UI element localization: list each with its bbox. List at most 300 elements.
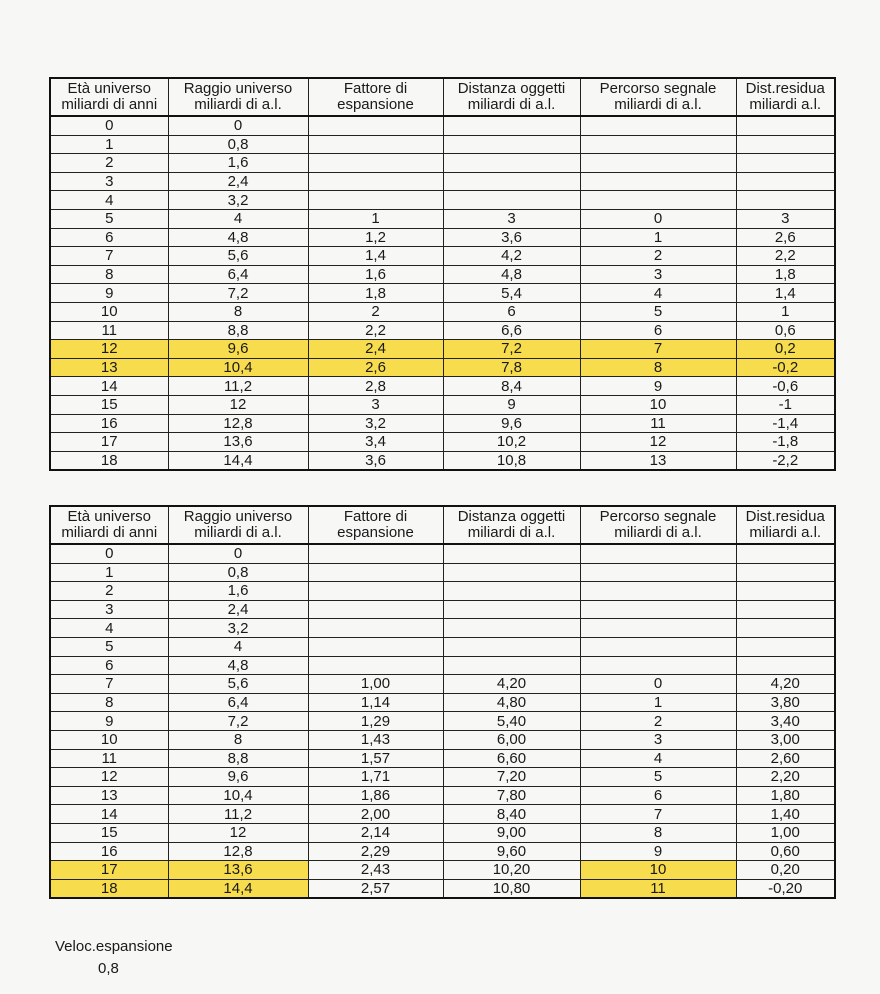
signal-path-cell: 9 [580, 377, 736, 396]
signal-path-cell: 7 [580, 340, 736, 359]
signal-path-header [580, 78, 736, 116]
object-distance-cell: 9,00 [443, 823, 580, 842]
radius-cell: 8,8 [168, 321, 308, 340]
radius-cell: 12 [168, 823, 308, 842]
signal-path-cell: 1 [580, 693, 736, 712]
object-distance-cell: 4,2 [443, 247, 580, 266]
table-row [50, 563, 835, 582]
table-row [50, 582, 835, 601]
signal-path-cell [580, 582, 736, 601]
table-row [50, 656, 835, 675]
header-line: Distanza oggetti [457, 508, 566, 525]
residual-distance-cell: 4,20 [736, 675, 835, 694]
header-line: miliardi di a.l. [467, 524, 556, 541]
age-cell: 5 [50, 209, 168, 228]
expansion-factor-cell [308, 656, 443, 675]
expansion-factor-cell [308, 544, 443, 563]
signal-path-cell [580, 563, 736, 582]
object-distance-cell: 6 [443, 302, 580, 321]
age-cell: 0 [50, 544, 168, 563]
expansion-factor-cell: 3,2 [308, 414, 443, 433]
header-line: Fattore di [343, 80, 408, 97]
expansion-factor-cell: 3,4 [308, 433, 443, 452]
radius-cell: 4,8 [168, 656, 308, 675]
radius-cell: 9,6 [168, 340, 308, 359]
expansion-factor-cell [308, 154, 443, 173]
residual-distance-cell [736, 116, 835, 135]
header-line: miliardi a.l. [749, 524, 822, 541]
radius-cell: 3,2 [168, 191, 308, 210]
age-cell: 17 [50, 433, 168, 452]
residual-distance-cell [736, 135, 835, 154]
signal-path-cell: 1 [580, 228, 736, 247]
residual-distance-cell: 0,6 [736, 321, 835, 340]
age-cell: 16 [50, 414, 168, 433]
signal-path-cell [580, 116, 736, 135]
expansion-factor-cell: 2,00 [308, 805, 443, 824]
age-cell: 11 [50, 321, 168, 340]
age-header [50, 506, 168, 544]
object-distance-cell [443, 154, 580, 173]
header-line: Percorso segnale [599, 508, 717, 525]
table-row [50, 433, 835, 452]
object-distance-cell [443, 582, 580, 601]
object-distance-cell: 7,2 [443, 340, 580, 359]
table-row [50, 191, 835, 210]
radius-cell: 11,2 [168, 377, 308, 396]
radius-cell: 1,6 [168, 582, 308, 601]
object-distance-cell: 10,2 [443, 433, 580, 452]
object-distance-cell [443, 637, 580, 656]
table-row [50, 451, 835, 470]
signal-path-cell: 4 [580, 749, 736, 768]
signal-path-cell: 6 [580, 321, 736, 340]
radius-cell: 9,6 [168, 768, 308, 787]
age-cell: 2 [50, 154, 168, 173]
signal-path-cell: 0 [580, 675, 736, 694]
age-cell: 13 [50, 786, 168, 805]
residual-distance-cell [736, 600, 835, 619]
object-distance-header [443, 78, 580, 116]
expansion-factor-cell: 1,14 [308, 693, 443, 712]
table-row [50, 340, 835, 359]
age-cell: 10 [50, 730, 168, 749]
signal-path-cell [580, 544, 736, 563]
age-cell: 15 [50, 395, 168, 414]
residual-distance-cell: 3,00 [736, 730, 835, 749]
signal-path-cell: 12 [580, 433, 736, 452]
radius-cell: 0,8 [168, 135, 308, 154]
radius-cell: 12,8 [168, 414, 308, 433]
object-distance-cell: 4,80 [443, 693, 580, 712]
object-distance-cell: 9,60 [443, 842, 580, 861]
radius-cell: 3,2 [168, 619, 308, 638]
expansion-factor-cell: 2 [308, 302, 443, 321]
age-cell: 14 [50, 377, 168, 396]
residual-distance-cell: 2,20 [736, 768, 835, 787]
residual-distance-cell: -0,2 [736, 358, 835, 377]
residual-distance-cell: -0,20 [736, 879, 835, 898]
residual-distance-cell [736, 172, 835, 191]
age-cell: 7 [50, 247, 168, 266]
header-line: Età universo [67, 508, 151, 525]
radius-cell: 4,8 [168, 228, 308, 247]
expansion-factor-cell: 1,2 [308, 228, 443, 247]
signal-path-cell: 5 [580, 302, 736, 321]
age-cell: 17 [50, 861, 168, 880]
expansion-factor-cell: 1,29 [308, 712, 443, 731]
header-row [50, 78, 835, 116]
age-cell: 12 [50, 768, 168, 787]
expansion-speed-note [55, 936, 173, 980]
header-line: Dist.residua [745, 508, 825, 525]
residual-distance-cell: 1 [736, 302, 835, 321]
residual-distance-cell: 3,40 [736, 712, 835, 731]
header-line: miliardi di a.l. [467, 96, 556, 113]
expansion-factor-cell: 1,57 [308, 749, 443, 768]
table-row [50, 209, 835, 228]
age-cell: 18 [50, 451, 168, 470]
radius-cell: 2,4 [168, 172, 308, 191]
table-row [50, 116, 835, 135]
object-distance-cell: 8,40 [443, 805, 580, 824]
signal-path-cell: 0 [580, 209, 736, 228]
expansion-factor-cell: 1,86 [308, 786, 443, 805]
age-cell: 9 [50, 284, 168, 303]
table-body [50, 544, 835, 898]
header-line: Distanza oggetti [457, 80, 566, 97]
age-cell: 5 [50, 637, 168, 656]
radius-cell: 11,2 [168, 805, 308, 824]
residual-distance-cell: 1,40 [736, 805, 835, 824]
expansion-factor-header [308, 506, 443, 544]
residual-distance-cell: -1,4 [736, 414, 835, 433]
header-line: miliardi di a.l. [194, 524, 282, 541]
table-row [50, 414, 835, 433]
expansion-speed-value: 0,8 [98, 960, 119, 977]
object-distance-cell [443, 656, 580, 675]
table-row [50, 302, 835, 321]
object-distance-cell: 9,6 [443, 414, 580, 433]
radius-header [168, 506, 308, 544]
expansion-factor-cell [308, 600, 443, 619]
expansion-factor-cell: 2,14 [308, 823, 443, 842]
signal-path-cell: 6 [580, 786, 736, 805]
header-line: miliardi di a.l. [614, 524, 702, 541]
table-row [50, 637, 835, 656]
signal-path-cell [580, 637, 736, 656]
header-line: Età universo [67, 80, 151, 97]
expansion-factor-cell: 1 [308, 209, 443, 228]
residual-distance-cell: 3 [736, 209, 835, 228]
radius-cell: 8,8 [168, 749, 308, 768]
signal-path-cell [580, 154, 736, 173]
header-line: miliardi di anni [61, 96, 158, 113]
residual-distance-cell: 0,20 [736, 861, 835, 880]
header-line: espansione [337, 96, 414, 113]
object-distance-cell: 4,20 [443, 675, 580, 694]
age-cell: 3 [50, 600, 168, 619]
object-distance-cell [443, 172, 580, 191]
signal-path-cell: 7 [580, 805, 736, 824]
object-distance-cell: 9 [443, 395, 580, 414]
table-row [50, 395, 835, 414]
expansion-factor-cell [308, 135, 443, 154]
object-distance-cell: 10,8 [443, 451, 580, 470]
age-cell: 2 [50, 582, 168, 601]
expansion-factor-cell: 3 [308, 395, 443, 414]
table-row [50, 693, 835, 712]
signal-path-cell: 4 [580, 284, 736, 303]
table-row [50, 544, 835, 563]
age-cell: 14 [50, 805, 168, 824]
object-distance-cell [443, 600, 580, 619]
residual-distance-cell [736, 154, 835, 173]
signal-path-cell [580, 191, 736, 210]
table-row [50, 823, 835, 842]
object-distance-cell: 10,20 [443, 861, 580, 880]
object-distance-cell [443, 544, 580, 563]
header-line: miliardi di a.l. [194, 96, 282, 113]
expansion-factor-cell [308, 191, 443, 210]
radius-cell: 10,4 [168, 786, 308, 805]
age-cell: 11 [50, 749, 168, 768]
radius-cell: 8 [168, 302, 308, 321]
table-row [50, 675, 835, 694]
table-row [50, 377, 835, 396]
radius-cell: 7,2 [168, 284, 308, 303]
object-distance-cell [443, 191, 580, 210]
residual-distance-cell: 0,60 [736, 842, 835, 861]
object-distance-cell [443, 116, 580, 135]
age-cell: 6 [50, 656, 168, 675]
expansion-factor-cell: 1,71 [308, 768, 443, 787]
table-row [50, 284, 835, 303]
header-line: Dist.residua [745, 80, 825, 97]
residual-distance-header [736, 78, 835, 116]
age-cell: 3 [50, 172, 168, 191]
signal-path-cell: 10 [580, 395, 736, 414]
table-row [50, 154, 835, 173]
object-distance-cell: 7,80 [443, 786, 580, 805]
radius-cell: 4 [168, 637, 308, 656]
table-row [50, 861, 835, 880]
expansion-factor-cell [308, 116, 443, 135]
signal-path-cell [580, 656, 736, 675]
radius-cell: 12,8 [168, 842, 308, 861]
expansion-factor-cell: 1,4 [308, 247, 443, 266]
radius-cell: 14,4 [168, 451, 308, 470]
table-row [50, 879, 835, 898]
table-row [50, 321, 835, 340]
table-row [50, 712, 835, 731]
radius-cell: 5,6 [168, 247, 308, 266]
radius-cell: 6,4 [168, 693, 308, 712]
residual-distance-cell: 1,8 [736, 265, 835, 284]
table-row [50, 172, 835, 191]
expansion-table-2 [49, 505, 836, 899]
header-line: Raggio universo [183, 80, 293, 97]
residual-distance-cell [736, 619, 835, 638]
object-distance-cell: 10,80 [443, 879, 580, 898]
object-distance-cell: 6,00 [443, 730, 580, 749]
table-row [50, 265, 835, 284]
expansion-factor-cell [308, 563, 443, 582]
table-row [50, 228, 835, 247]
residual-distance-cell: -2,2 [736, 451, 835, 470]
age-cell: 12 [50, 340, 168, 359]
table-row [50, 358, 835, 377]
age-cell: 15 [50, 823, 168, 842]
expansion-factor-cell: 2,6 [308, 358, 443, 377]
residual-distance-cell [736, 563, 835, 582]
residual-distance-cell: -1,8 [736, 433, 835, 452]
age-cell: 6 [50, 228, 168, 247]
residual-distance-header [736, 506, 835, 544]
expansion-factor-cell [308, 619, 443, 638]
signal-path-cell: 3 [580, 730, 736, 749]
expansion-factor-cell: 3,6 [308, 451, 443, 470]
residual-distance-cell: -1 [736, 395, 835, 414]
radius-cell: 0 [168, 116, 308, 135]
expansion-factor-cell: 2,4 [308, 340, 443, 359]
header-line: Raggio universo [183, 508, 293, 525]
object-distance-cell: 5,4 [443, 284, 580, 303]
age-cell: 4 [50, 619, 168, 638]
age-header [50, 78, 168, 116]
header-line: Fattore di [343, 508, 408, 525]
radius-cell: 0 [168, 544, 308, 563]
residual-distance-cell: 3,80 [736, 693, 835, 712]
expansion-factor-cell: 2,43 [308, 861, 443, 880]
radius-header [168, 78, 308, 116]
residual-distance-cell: 2,2 [736, 247, 835, 266]
object-distance-header [443, 506, 580, 544]
age-cell: 18 [50, 879, 168, 898]
expansion-factor-cell: 1,8 [308, 284, 443, 303]
residual-distance-cell: -0,6 [736, 377, 835, 396]
table-row [50, 786, 835, 805]
table-row [50, 730, 835, 749]
header-line: miliardi di anni [61, 524, 158, 541]
signal-path-cell: 11 [580, 414, 736, 433]
header-line: miliardi di a.l. [614, 96, 702, 113]
header-line: miliardi a.l. [749, 96, 822, 113]
expansion-factor-cell [308, 637, 443, 656]
age-cell: 10 [50, 302, 168, 321]
object-distance-cell: 4,8 [443, 265, 580, 284]
radius-cell: 4 [168, 209, 308, 228]
age-cell: 13 [50, 358, 168, 377]
expansion-factor-header [308, 78, 443, 116]
radius-cell: 2,4 [168, 600, 308, 619]
residual-distance-cell: 1,00 [736, 823, 835, 842]
radius-cell: 8 [168, 730, 308, 749]
age-cell: 1 [50, 135, 168, 154]
table-row [50, 135, 835, 154]
table-row [50, 768, 835, 787]
signal-path-cell [580, 172, 736, 191]
radius-cell: 6,4 [168, 265, 308, 284]
residual-distance-cell: 2,60 [736, 749, 835, 768]
signal-path-cell [580, 600, 736, 619]
signal-path-header [580, 506, 736, 544]
table-row [50, 600, 835, 619]
object-distance-cell: 5,40 [443, 712, 580, 731]
table-row [50, 619, 835, 638]
residual-distance-cell [736, 191, 835, 210]
expansion-factor-cell: 2,29 [308, 842, 443, 861]
object-distance-cell: 3 [443, 209, 580, 228]
expansion-factor-cell: 2,8 [308, 377, 443, 396]
residual-distance-cell: 0,2 [736, 340, 835, 359]
object-distance-cell [443, 135, 580, 154]
age-cell: 4 [50, 191, 168, 210]
age-cell: 7 [50, 675, 168, 694]
residual-distance-cell [736, 582, 835, 601]
expansion-factor-cell: 1,6 [308, 265, 443, 284]
signal-path-cell: 8 [580, 823, 736, 842]
table-header [50, 506, 835, 544]
residual-distance-cell [736, 656, 835, 675]
table-row [50, 247, 835, 266]
table-row [50, 749, 835, 768]
object-distance-cell: 3,6 [443, 228, 580, 247]
age-cell: 0 [50, 116, 168, 135]
radius-cell: 5,6 [168, 675, 308, 694]
expansion-factor-cell [308, 582, 443, 601]
signal-path-cell: 13 [580, 451, 736, 470]
signal-path-cell: 3 [580, 265, 736, 284]
header-row [50, 506, 835, 544]
age-cell: 1 [50, 563, 168, 582]
expansion-factor-cell: 2,2 [308, 321, 443, 340]
object-distance-cell [443, 619, 580, 638]
residual-distance-cell: 2,6 [736, 228, 835, 247]
radius-cell: 12 [168, 395, 308, 414]
signal-path-cell: 9 [580, 842, 736, 861]
signal-path-cell: 11 [580, 879, 736, 898]
radius-cell: 13,6 [168, 433, 308, 452]
signal-path-cell [580, 135, 736, 154]
object-distance-cell: 7,20 [443, 768, 580, 787]
radius-cell: 14,4 [168, 879, 308, 898]
radius-cell: 7,2 [168, 712, 308, 731]
radius-cell: 10,4 [168, 358, 308, 377]
signal-path-cell: 5 [580, 768, 736, 787]
signal-path-cell: 2 [580, 712, 736, 731]
header-line: espansione [337, 524, 414, 541]
table-body [50, 116, 835, 470]
object-distance-cell: 6,60 [443, 749, 580, 768]
table-header [50, 78, 835, 116]
table-row [50, 842, 835, 861]
age-cell: 8 [50, 693, 168, 712]
signal-path-cell [580, 619, 736, 638]
radius-cell: 1,6 [168, 154, 308, 173]
signal-path-cell: 10 [580, 861, 736, 880]
signal-path-cell: 8 [580, 358, 736, 377]
object-distance-cell: 7,8 [443, 358, 580, 377]
table-row [50, 805, 835, 824]
header-line: Percorso segnale [599, 80, 717, 97]
residual-distance-cell: 1,80 [736, 786, 835, 805]
age-cell: 9 [50, 712, 168, 731]
expansion-factor-cell: 2,57 [308, 879, 443, 898]
object-distance-cell [443, 563, 580, 582]
residual-distance-cell: 1,4 [736, 284, 835, 303]
signal-path-cell: 2 [580, 247, 736, 266]
